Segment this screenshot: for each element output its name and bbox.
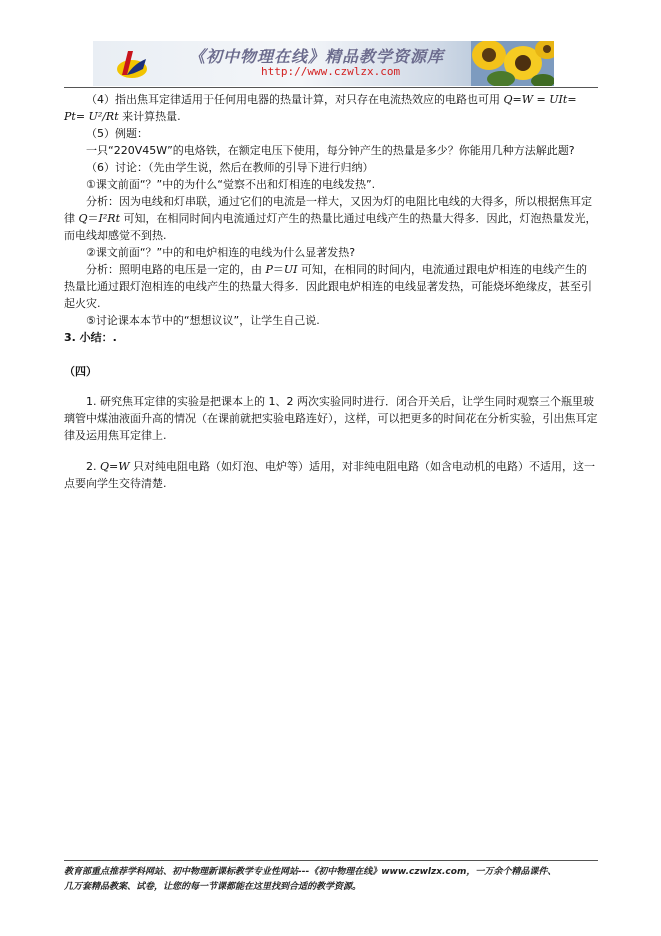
example-heading: （5）例题： [86,127,148,140]
question-2: ②课文前面“？”中的和电炉相连的电线为什么显著发热? [86,246,356,259]
question-1: ①课文前面“？”中的为什么“觉察不出和灯相连的电线发热”. [86,178,376,191]
example-question: 一只“220V45W”的电烙铁，在额定电压下使用，每分钟产生的热量是多少？你能用几种方法解此题? [86,144,575,157]
logo-icon [113,47,149,83]
sunflower-icon [471,41,554,86]
header-divider [64,87,598,88]
paragraph-joule-law: （4）指出焦耳定律适用于任何用电器的热量计算，对只存在电流热效应的电路也可用 Q=W = UIt= Pt= U²/Rt 来计算热量. [64,93,577,123]
note-2: 2. Q=W 只对纯电阻电路（如灯泡、电炉等）适用，对非纯电阻电路（如含电动机的电路）不适用，这一点要向学生交待清楚. [64,460,596,490]
banner-url[interactable]: http://www.czwlzx.com [261,65,401,78]
footer-divider [64,860,598,861]
footer [64,865,604,895]
footer-line-2: 几万套精品教案、试卷，让您的每一节课都能在这里找到合适的教学资源。 [64,882,362,892]
banner-title: 《初中物理在线》精品教学资源库 [189,47,445,66]
analysis-2: 分析：照明电路的电压是一定的，由 P＝UI 可知，在相同的时间内，电流通过跟电炉相连的电线产生的热量比通过跟灯泡相连的电线产生的热量大得多．因此跟电炉相连的电线显著发热，可能烧坏绝缘皮，甚至引起火灾. [64,263,592,310]
document-body [64,91,598,492]
footer-line-1: 教育部重点推荐学科网站、初中物理新课标教学专业性网站---《初中物理在线》www.czwlzx.com，一万余个精品课件、 [64,867,557,877]
note-1: 1. 研究焦耳定律的实验是把课本上的 1、2 两次实验同时进行．闭合开关后，让学生同时观察三个瓶里玻璃管中煤油液面升高的情况（在课前就把实验电路连好），这样，可以把更多的时间花在分析实验，引出焦耳定律及运用焦耳定律上. [64,395,598,442]
discussion-heading: （6）讨论：（先由学生说，然后在教师的引导下进行归纳） [86,161,374,174]
header-banner [93,41,554,86]
section-four-heading: （四） [64,365,97,378]
analysis-1: 分析：因为电线和灯串联，通过它们的电流是一样大，又因为灯的电阻比电线的大得多，所以根据焦耳定律 Q＝I²Rt 可知，在相同时间内电流通过灯产生的热量比通过电线产生的热量大得多．因此，灯泡热量发光，而电线却感觉不到热. [64,195,597,242]
summary-heading: 3. 小结：. [64,331,117,344]
discussion-item-5: ⑤讨论课本本节中的“想想议议”，让学生自己说. [86,314,320,327]
